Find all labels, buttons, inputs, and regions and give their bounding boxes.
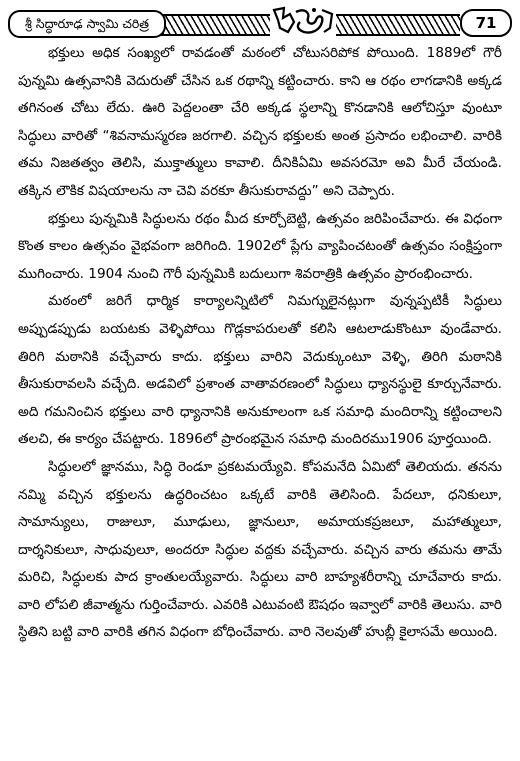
- paragraph-3: మఠంలో జరిగే ధార్మిక కార్యాలన్నిటిలో నిమగ్నులైనట్లుగా వున్నప్పటికీ సిద్ధులు అప్పుడప్పుడు బయటకు వెళ్ళిపోయి గొడ్లకాపరులతో కలిసి ఆటలాడుకొంటూ వుండేవారు. తిరిగి మఠానికి వచ్చేవారు కాదు. భక్తులు వారిని వెదుక్కుంటూ వెళ్ళి, తిరిగి మఠానికి తీసుకురావలసి వచ్చేది. అడవిలో ప్రశాంత వాతావరణంలో సిద్ధులు ధ్యానస్థులై కూర్చునేవారు. అది గమనించిన భక్తులు వారి ధ్యానానికి అనుకూలంగా ఒక సమాధి మందిరాన్ని కట్టించాలని తలచి, ఈ కార్యం చేపట్టారు. 1896లో ప్రారంభమైన సమాధి మందిరము1906 పూర్తయింది.: [18, 293, 502, 448]
- page-header: [8, 6, 512, 36]
- page-number: 71: [460, 9, 512, 37]
- om-emblem-icon: [270, 6, 336, 36]
- paragraph-1: భక్తులు అధిక సంఖ్యలో రావడంతో మఠంలో చోటుసరిపోక పోయింది. 1889లో గౌరీ పున్నమి ఉత్సవానికి వెదురుతో చేసిన ఒక రథాన్ని కట్టించారు. కాని ఆ రథం లాగడానికి అక్కడ తగినంత చోటు లేదు. ఊరి పెద్దలంతా చేరి అక్కడ స్థలాన్ని కొనడానికి ఆలోచిస్తూ వుంటూ సిద్ధులు వారితో “శివనామస్మరణ జరగాలి. వచ్చిన భక్తులకు అంత ప్రసాదం లభించాలి. వారికి తమ నిజతత్వం తెలిసి, ముక్తాత్ములు కావాలి. దీనికిఏమి అవసరమో అవి మీరే చేయండి. తక్కిన లౌకిక విషయాలను నా చెవి వరకూ తీసుకురావద్దు” అని చెప్పారు.: [18, 45, 502, 199]
- book-title: శ్రీ సిద్ధారూఢ స్వామి చరిత్ర: [8, 10, 166, 38]
- paragraph-4: సిద్ధులలో జ్ఞానము, సిద్ధి రెండూ ప్రకటమయ్యేవి. కోపమనేది ఏమిటో తెలియదు. తనను నమ్మి వచ్చిన భక్తులను ఉద్ధరించటం ఒక్కటే వారికి తెలిసింది. పేదలూ, ధనికులూ, సామాన్యులు, రాజులూ, మూఢులు, జ్ఞానులూ, అమాయకప్రజలూ, మహాత్ములూ, దార్శనికులూ, సాధువులూ, అందరూ సిద్ధుల వద్దకు వచ్చేవారు. వచ్చిన వారు తమను తామే మరిచి, సిద్ధులకు పాద క్రాంతులయ్యేవారు. సిద్ధులు వారి బాహ్యశరీరాన్ని చూచేవారు కాదు. వారి లోపలి జీవాత్మను గుర్తించేవారు. ఎవరికి ఎటువంటి ఔషధం ఇవ్వాలో వారికి తెలుసు. వారి స్థితిని బట్టి వారి వారికి తగిన విధంగా బోధించేవారు. వారి నెలవుతో హుబ్లీ కైలాసమే అయింది.: [18, 458, 502, 641]
- paragraph-2: భక్తులు పున్నమికి సిద్ధులను రథం మీద కూర్చోబెట్టి, ఉత్సవం జరిపించేవారు. ఈ విధంగా కొంత కాలం ఉత్సవం వైభవంగా జరిగింది. 1902లో ప్లేగు వ్యాపించటంతో ఉత్సవం సంక్షిప్తంగా ముగించారు. 1904 నుంచి గౌరీ పున్నమికి బదులుగా శివరాత్రికి ఉత్సవం ప్రారంభించారు.: [18, 210, 502, 282]
- om-emblem-graphic: [270, 6, 336, 36]
- page-body: [18, 40, 502, 647]
